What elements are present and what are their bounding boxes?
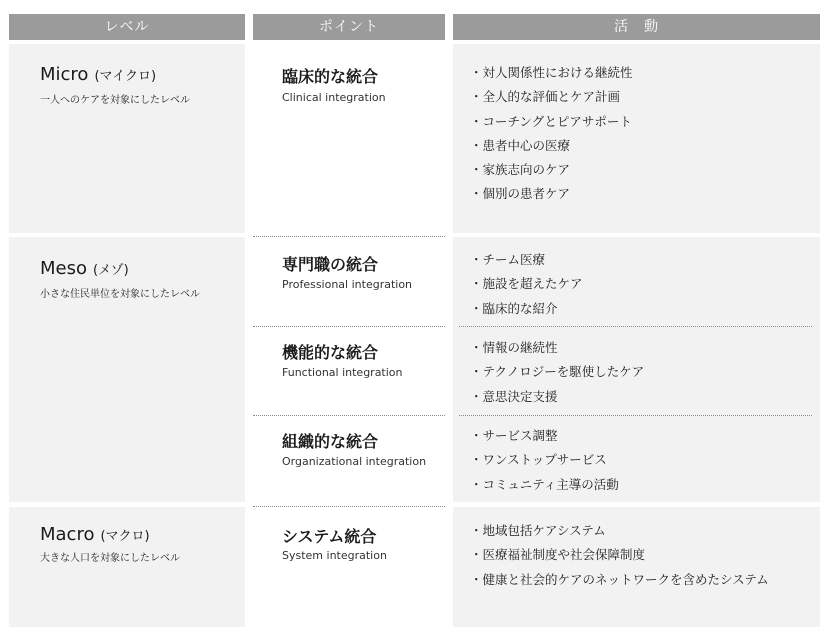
professional-activity-list [470,248,583,321]
list-item: ・ 意思決定支援 [470,385,644,409]
separator-professional-functional-activity [459,326,812,327]
list-item: ・ コミュニティ主導の活動 [470,473,619,497]
micro-activity-list [470,61,633,207]
functional-activity-list [470,336,644,409]
macro-point-title: システム統合 [282,527,377,546]
functional-point-english: Functional integration [282,366,403,379]
list-item: ・ 対人関係性における継続性 [470,61,633,85]
separator-meso-macro [253,506,445,507]
micro-title-sub: (マイクロ) [94,69,157,84]
list-item: ・ 個別の患者ケア [470,182,633,206]
list-item: ・ 患者中心の医療 [470,134,633,158]
list-item: ・ 医療福祉制度や社会保障制度 [470,543,769,567]
meso-title [40,258,129,279]
list-item: ・ 健康と社会的ケアのネットワークを含めたシステム [470,568,769,592]
list-item: ・ 施設を超えたケア [470,272,583,296]
list-item: ・ ワンストップサービス [470,448,619,472]
meso-title-main: Meso [40,258,87,279]
separator-functional-organizational-activity [459,415,812,416]
macro-title-sub: (マクロ) [100,529,150,544]
organizational-point-english: Organizational integration [282,455,427,468]
list-item: ・ サービス調整 [470,424,619,448]
header-level: レベル [9,14,245,40]
list-item: ・ コーチングとピアサポート [470,110,633,134]
list-item: ・ 家族志向のケア [470,158,633,182]
macro-title [40,524,150,545]
micro-title-main: Micro [40,64,89,85]
macro-title-main: Macro [40,524,95,545]
micro-description: 一人へのケアを対象にしたレベル [40,95,190,106]
professional-point-english: Professional integration [282,278,413,291]
macro-point-english: System integration [282,549,387,562]
micro-title [40,64,156,85]
organizational-point-title: 組織的な統合 [282,432,379,451]
organizational-activity-list [470,424,619,497]
separator-micro-meso [253,236,445,237]
meso-title-sub: (メゾ) [93,263,129,278]
list-item: ・ 地域包括ケアシステム [470,519,769,543]
list-item: ・ 臨床的な紹介 [470,297,583,321]
separator-functional-organizational [253,415,445,416]
list-item: ・ テクノロジーを駆使したケア [470,360,644,384]
macro-activity-list [470,519,769,592]
list-item: ・ 情報の継続性 [470,336,644,360]
functional-point-title: 機能的な統合 [282,343,379,362]
macro-description: 大きな人口を対象にしたレベル [40,553,180,564]
list-item: ・ チーム医療 [470,248,583,272]
header-point: ポイント [253,14,445,40]
separator-professional-functional [253,326,445,327]
micro-point-english: Clinical integration [282,91,386,104]
professional-point-title: 専門職の統合 [282,255,379,274]
meso-description: 小さな住民単位を対象にしたレベル [40,289,200,300]
header-activity: 活 動 [453,14,820,40]
micro-point-title: 臨床的な統合 [282,67,379,86]
list-item: ・ 全人的な評価とケア計画 [470,85,633,109]
